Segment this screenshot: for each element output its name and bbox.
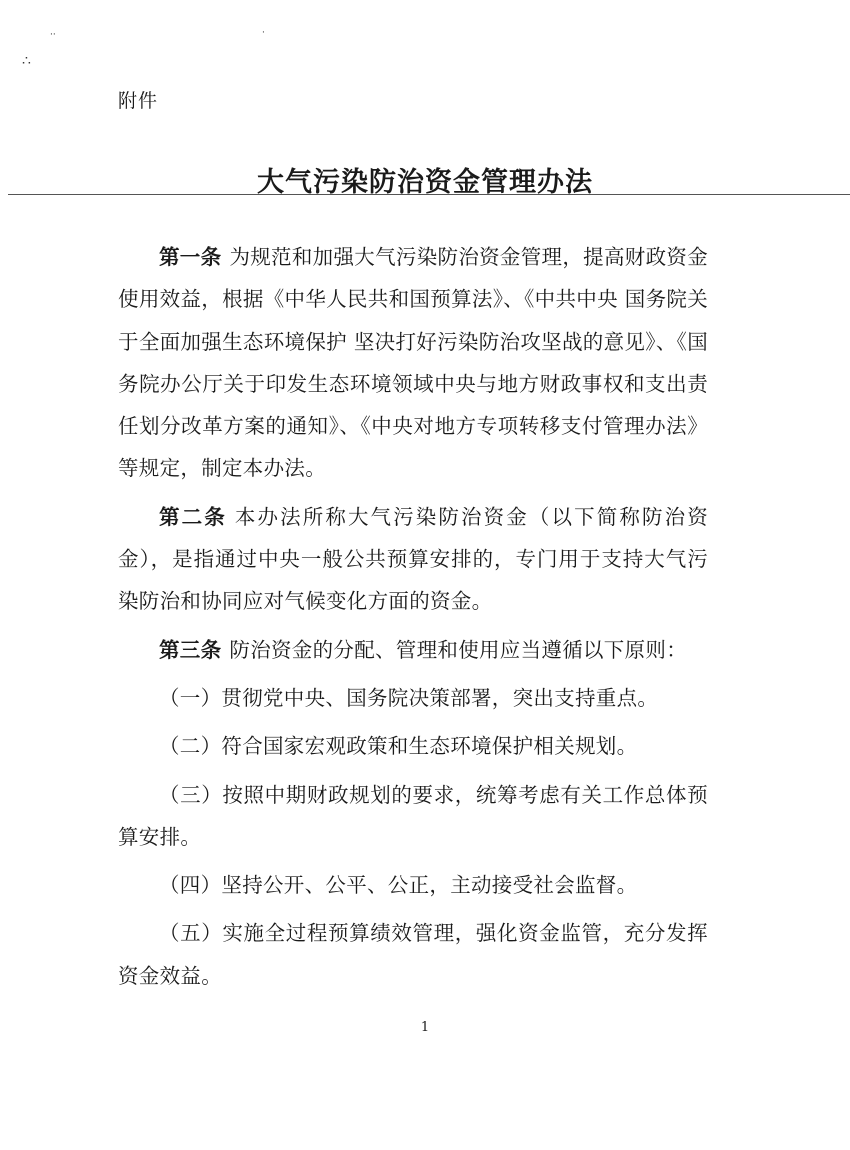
article-text: 防治资金的分配、管理和使用应当遵循以下原则： <box>229 637 688 662</box>
attachment-label: 附件 <box>118 90 159 112</box>
page-number: 1 <box>420 1020 430 1035</box>
article-text: 本办法所称大气污染防治资金（以下简称防治资金），是指通过中央一般公共预算安排的，专门用于支持大气污染防治和协同应对气候变化方面的资金。 <box>118 504 708 614</box>
principle-2: （二）符合国家宏观政策和生态环境保护相关规划。 <box>159 734 638 759</box>
article-text: 为规范和加强大气污染防治资金管理，提高财政资金使用效益，根据《中华人民共和国预算法》、《中共中央 国务院关于全面加强生态环境保护 坚决打好污染防治攻坚战的意见》、《国务院办公厅关于印发生态环境领域中央与地方财政事权和支出责任划分改革方案的通知》、《中央对地方专项转移支付管理办法》等规定，制定本办法。 <box>118 245 709 481</box>
principle-4: （四）坚持公开、公平、公正，主动接受社会监督。 <box>159 873 638 898</box>
article-heading: 第三条 <box>159 637 222 662</box>
scan-speck: ∴ <box>22 53 31 69</box>
principle-1: （一）贯彻党中央、国务院决策部署，突出支持重点。 <box>159 685 659 710</box>
article-heading: 第一条 <box>159 245 222 269</box>
principle-3: （三）按照中期财政规划的要求，统筹考虑有关工作总体预算安排。 <box>118 782 708 849</box>
document-body <box>118 236 708 1003</box>
page-title: 大气污染防治资金管理办法 <box>257 167 593 198</box>
title-divider <box>8 194 850 195</box>
article-heading: 第二条 <box>159 504 227 529</box>
scan-speck: · <box>262 28 265 38</box>
scan-speck: ·· <box>50 30 56 40</box>
article-3 <box>118 629 708 671</box>
article-1 <box>118 236 708 490</box>
article-2 <box>118 496 708 623</box>
principle-5: （五）实施全过程预算绩效管理，强化资金监管，充分发挥资金效益。 <box>118 921 708 988</box>
